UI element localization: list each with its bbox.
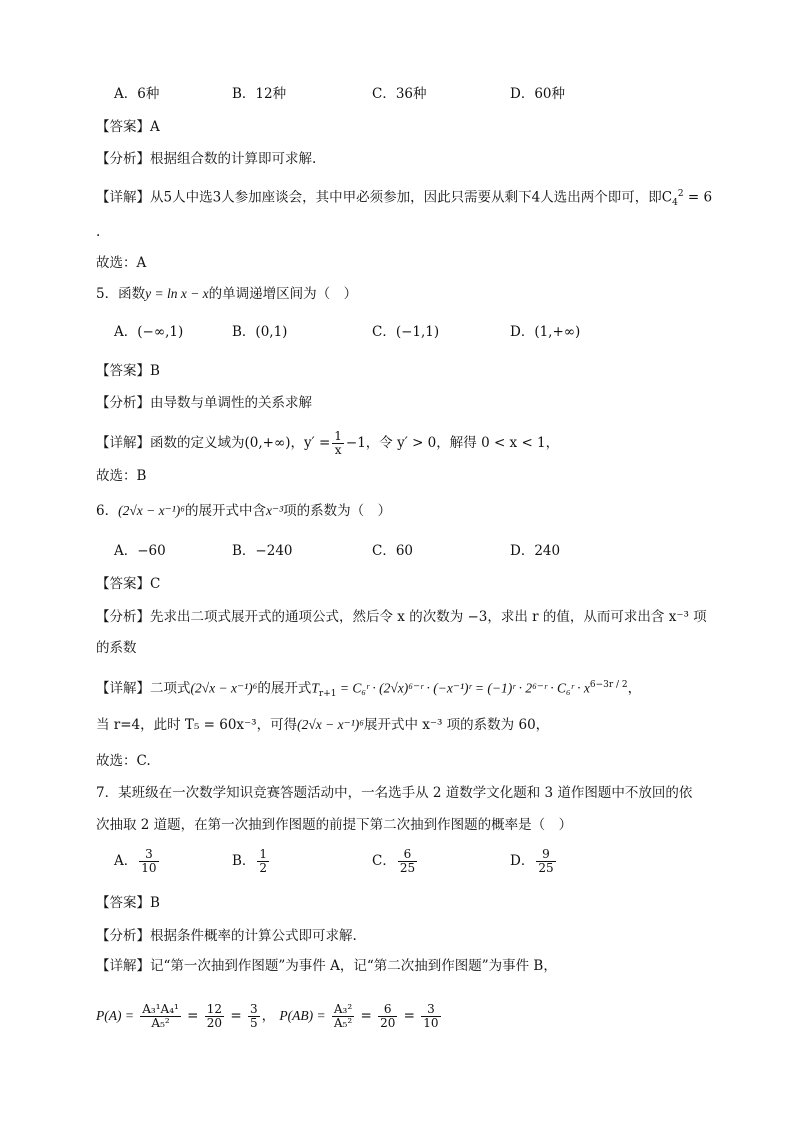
q6-option-c: C．60 (372, 543, 414, 559)
q5-answer: 【答案】B (96, 363, 160, 379)
q6-detail: 【详解】二项式(2√x − x⁻¹)⁶的展开式$T_{r+1}$ = C₆ʳ · (2√x)⁶⁻ʳ · (−x⁻¹)ʳ = (−1)ʳ · 2⁶⁻ʳ · C₆ʳ · $x^{6-3r / 2}$， (96, 680, 642, 700)
q5-derivative-fraction: $\frac{1}{x}$ (334, 429, 342, 457)
q6-analysis-line1: 【分析】先求出二项式展开式的通项公式，然后令 x 的次数为 −3，求出 r 的值，从而可求出含 x⁻³ 项 (96, 609, 707, 625)
q4-answer: 【答案】A (96, 119, 160, 135)
q5-choose: 故选：B (96, 468, 147, 484)
q5-analysis: 【分析】由导数与单调性的关系求解 (96, 395, 312, 411)
q4-option-a: A．6种 (114, 86, 160, 102)
q6-detail-line2: 当 r=4，此时 T₅ = 60x⁻³，可得(2√x − x⁻¹)⁶展开式中 x⁻³ 项的系数为 60， (96, 717, 550, 733)
q7-option-b: B． $\frac{1}{2}$ (232, 847, 268, 875)
q6-choose: 故选：C. (96, 753, 151, 769)
q6-stem: 6．(2√x − x⁻¹)⁶的展开式中含x⁻³项的系数为（ ） (96, 503, 392, 519)
q7-detail: 【详解】记“第一次抽到作图题”为事件 A，记“第二次抽到作图题”为事件 B， (96, 958, 557, 974)
q4-dot: . (96, 224, 101, 240)
q6-option-a: A．−60 (114, 543, 166, 559)
q5-detail: 【详解】函数的定义域为(0,+∞)，y′ = $\frac{1}{x}$ −1，令 y′ > 0，解得 0 < x < 1， (96, 429, 560, 457)
q4-analysis: 【分析】根据组合数的计算即可求解. (96, 151, 317, 167)
q4-detail: 【详解】从5人中选3人参加座谈会，其中甲必须参加，因此只需要从剩下4人选出两个即可，即$C_4^2 = 6$ (96, 189, 713, 209)
q5-option-c: C．(−1,1) (372, 324, 440, 340)
q7-option-a: A． $\frac{3}{10}$ (114, 847, 157, 875)
q7-formulas: P(A) = $\frac{\text{A₃¹A₄¹}}{\text{A₅²}}$ = $\frac{12}{20}$ = $\frac{3}{5}$ ， P(AB) = $\frac{\text{A₃²}}{\text{A₅²}}$ = $\frac{6}{20}$ = $\frac{3}{10}$ (96, 1002, 439, 1030)
q7-option-c: C． $\frac{6}{25}$ (372, 847, 416, 875)
q5-stem: 5．函数y = ln x − x的单调递增区间为（ ） (96, 286, 358, 302)
q5-option-d: D．(1,+∞) (510, 324, 581, 340)
q7-analysis: 【分析】根据条件概率的计算公式即可求解. (96, 928, 357, 944)
q5-option-a: A．(−∞,1) (114, 324, 184, 340)
q6-option-d: D．240 (510, 543, 561, 559)
q6-answer: 【答案】C (96, 576, 161, 592)
q6-option-b: B．−240 (232, 543, 293, 559)
q4-option-b: B．12种 (232, 86, 287, 102)
q4-choose: 故选：A (96, 255, 147, 271)
q7-answer: 【答案】B (96, 895, 160, 911)
q6-analysis-line2: 的系数 (96, 640, 137, 656)
q5-option-b: B．(0,1) (232, 324, 288, 340)
q7-stem-line2: 次抽取 2 道题，在第一次抽到作图题的前提下第二次抽到作图题的概率是（ ） (96, 817, 573, 833)
q4-option-d: D．60种 (510, 86, 566, 102)
q4-option-c: C．36种 (372, 86, 427, 102)
q7-stem-line1: 7．某班级在一次数学知识竞赛答题活动中，一名选手从 2 道数学文化题和 3 道作图题中不放回的依 (96, 785, 693, 801)
q7-option-d: D． $\frac{9}{25}$ (510, 847, 554, 875)
